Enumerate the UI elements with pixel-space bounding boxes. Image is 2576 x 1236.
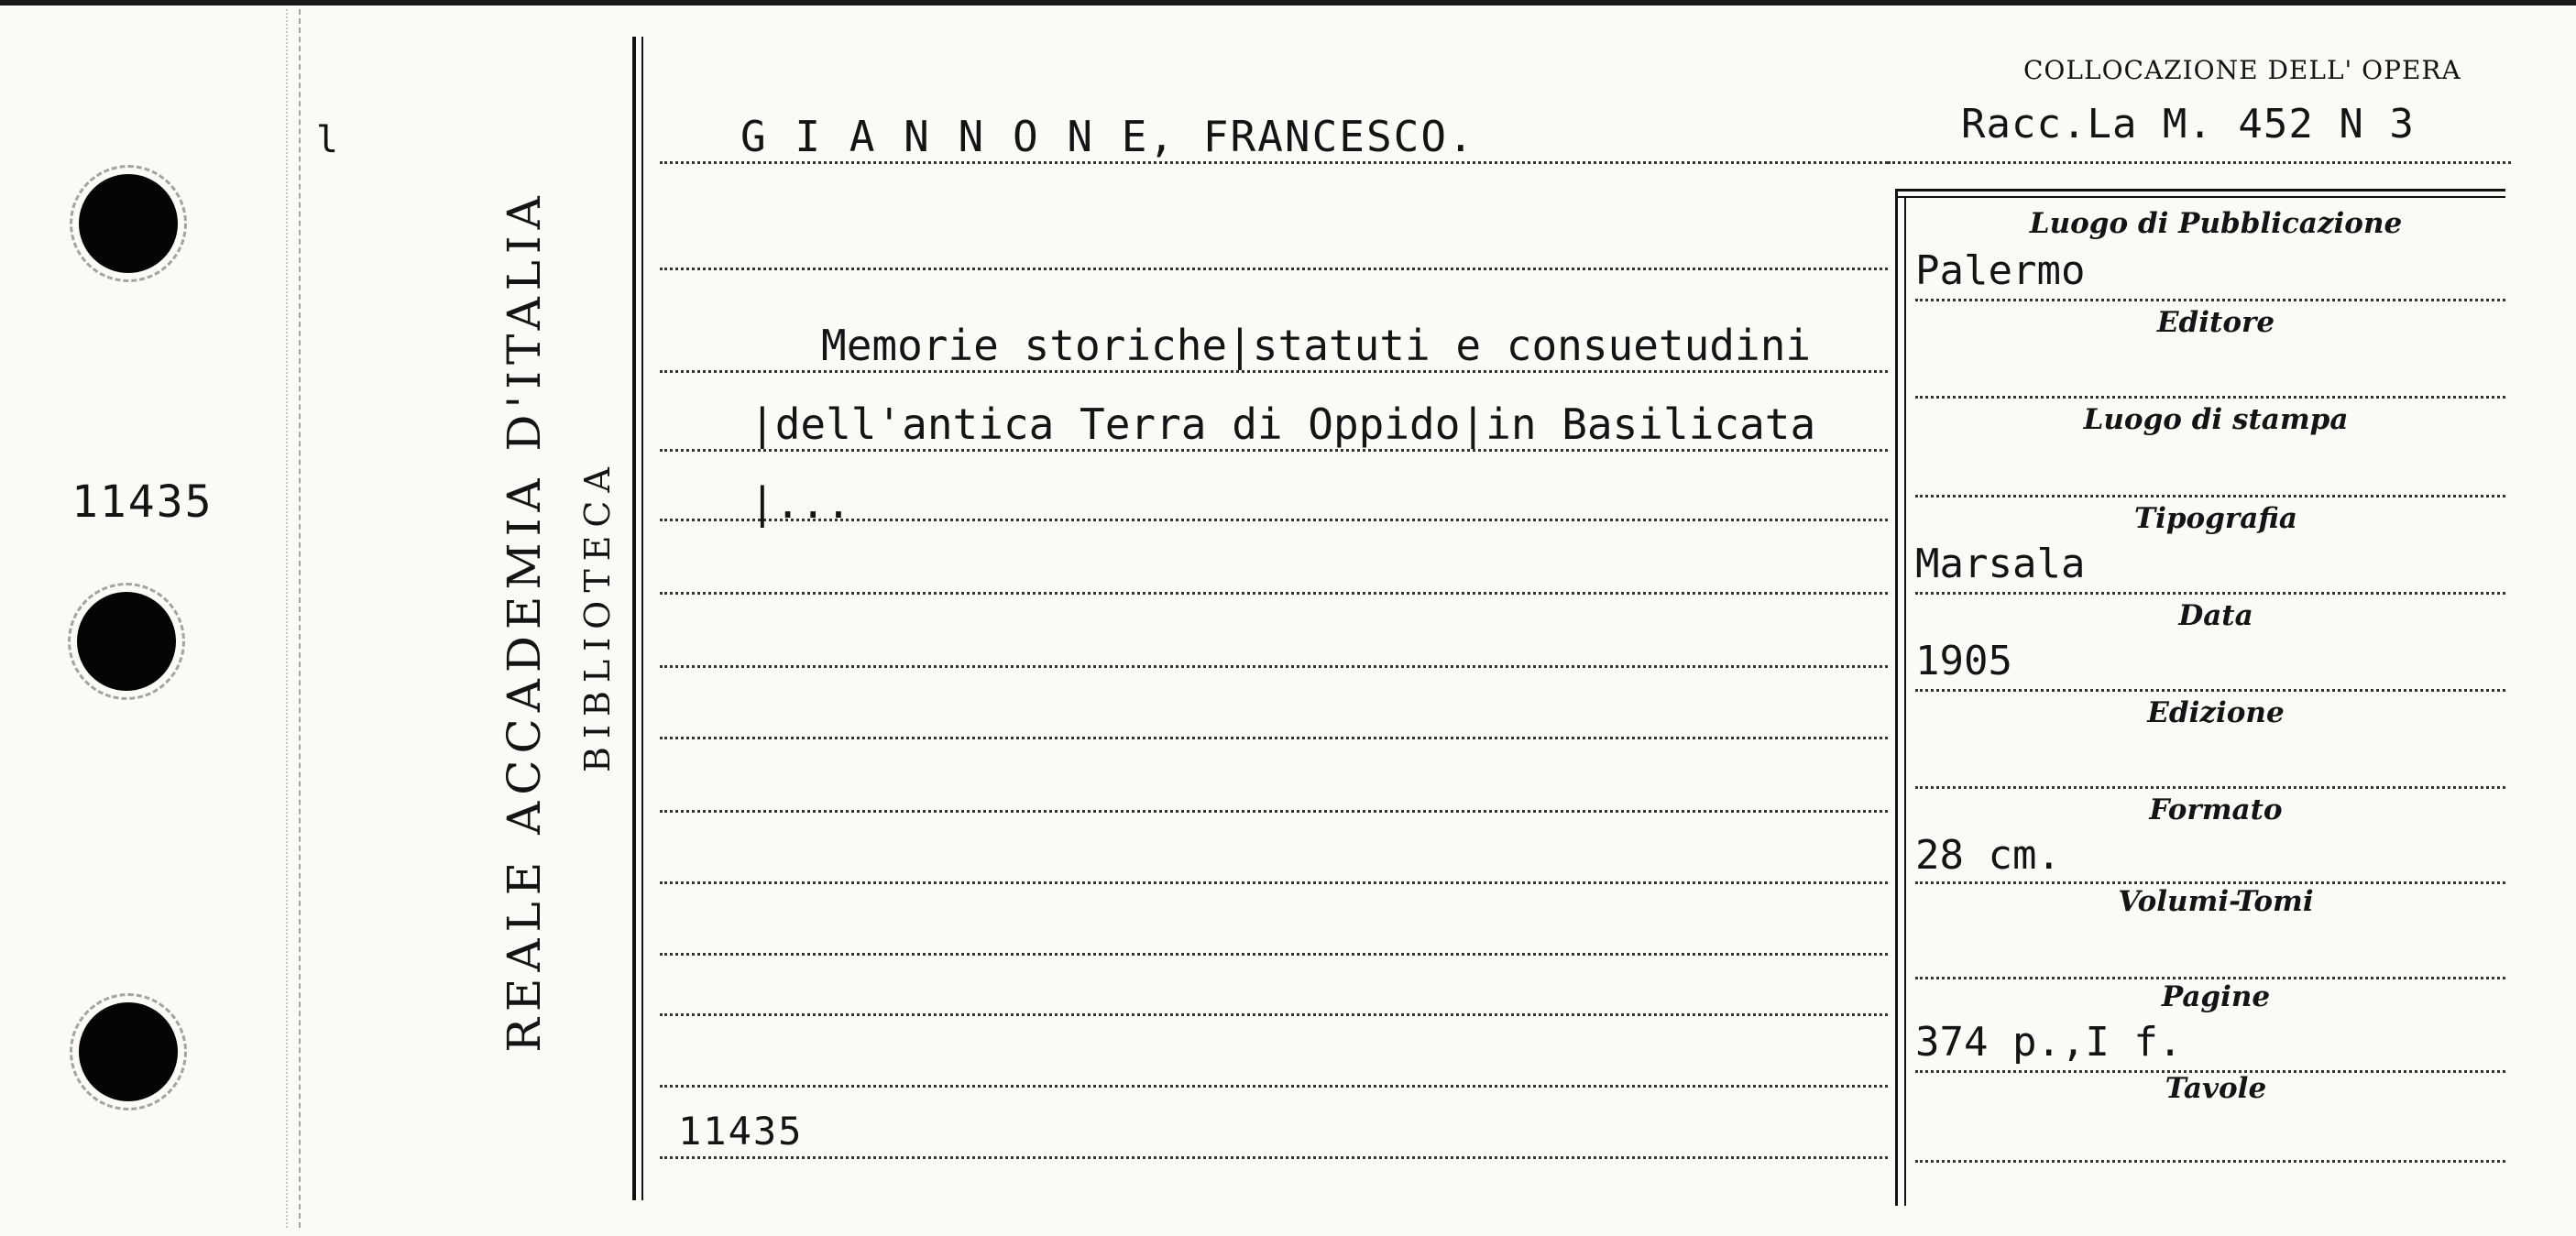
label-tipografia: Tipografia: [2134, 502, 2297, 535]
stub-mark: l: [316, 119, 339, 161]
label-luogo-pubblicazione: Luogo di Pubblicazione: [2029, 207, 2403, 240]
title-line-3: |...: [750, 478, 851, 528]
box-left-rule: [1895, 189, 1898, 1206]
label-editore: Editore: [2156, 306, 2275, 339]
header-rule-outer: [632, 37, 636, 1200]
card-inventory-number: 11435: [678, 1109, 804, 1154]
box-top-rule: [1895, 189, 2505, 191]
value-data: 1905: [1915, 638, 2012, 684]
box-left-rule-inner: [1904, 196, 1906, 1206]
perforation-line: [299, 9, 301, 1228]
punch-hole-bottom: [79, 1002, 178, 1101]
label-edizione: Edizione: [2147, 696, 2285, 729]
value-formato: 28 cm.: [1915, 832, 2061, 879]
scan-top-edge: [0, 0, 2576, 5]
label-formato: Formato: [2149, 793, 2283, 826]
perforation-line-secondary: [286, 9, 288, 1228]
title-line-2: |dell'antica Terra di Oppido|in Basilicata: [750, 399, 1816, 449]
label-tavole: Tavole: [2165, 1072, 2267, 1105]
author-name: G I A N N O N E, FRANCESCO.: [740, 112, 1475, 161]
punch-hole-middle: [77, 592, 176, 691]
label-pagine: Pagine: [2161, 980, 2271, 1013]
library-label: BIBLIOTECA: [577, 459, 618, 772]
value-luogo-pubblicazione: Palermo: [1915, 247, 2086, 294]
label-luogo-stampa: Luogo di stampa: [2083, 403, 2349, 436]
collocation-value: Racc.La M. 452 N 3: [1961, 101, 2415, 148]
stub-inventory-number: 11435: [71, 476, 214, 528]
label-data: Data: [2178, 599, 2253, 632]
value-pagine: 374 p.,I f.: [1915, 1019, 2183, 1066]
title-line-1: Memorie storiche|statuti e consuetudini: [821, 321, 1812, 370]
label-volumi-tomi: Volumi-Tomi: [2118, 885, 2314, 918]
academy-name: REALE ACCADEMIA D'ITALIA: [498, 190, 551, 1053]
value-tipografia: Marsala: [1915, 541, 2086, 587]
punch-hole-top: [79, 174, 178, 273]
box-top-rule-inner: [1895, 196, 2505, 198]
collocation-label: COLLOCAZIONE DELL' OPERA: [2023, 55, 2461, 85]
header-rule-inner: [641, 37, 643, 1200]
